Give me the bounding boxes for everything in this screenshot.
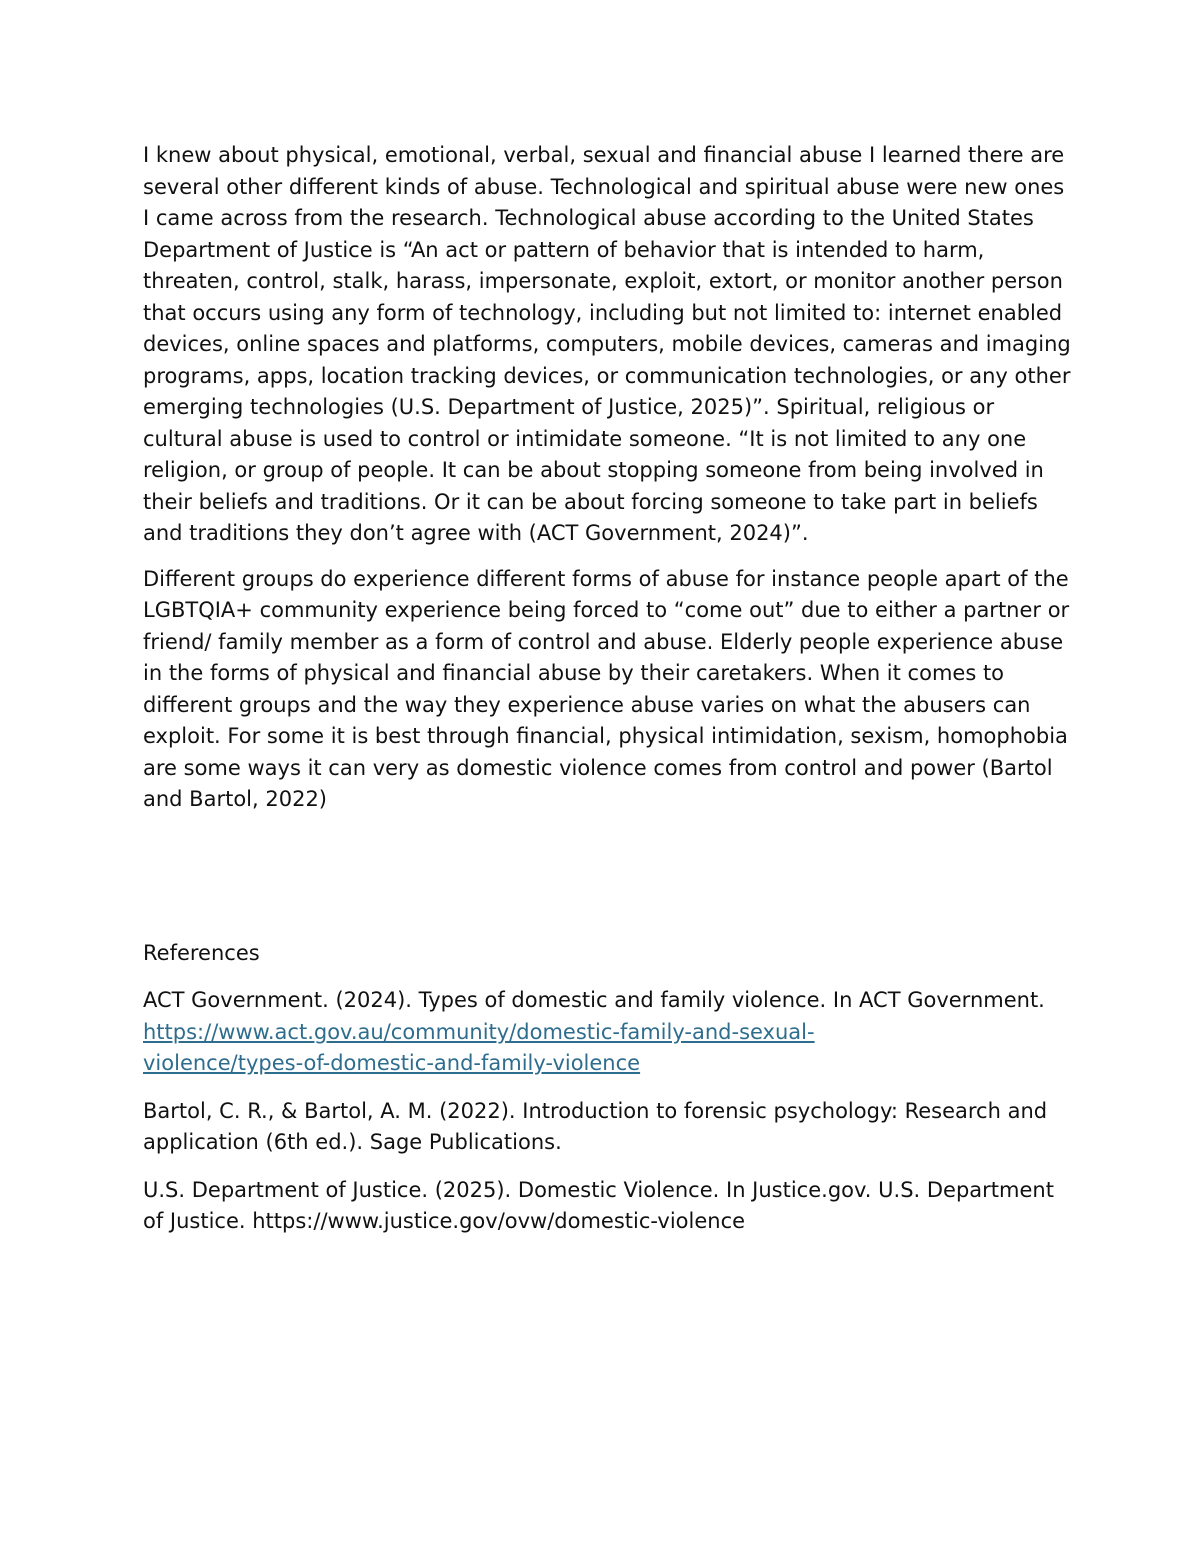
body-paragraph-2: Different groups do experience different forms of abuse for instance people apart of the LGBTQIA+ community experience being forced to “come out” due to either a partner or friend/ family member as a form of control and abuse. Elderly people experience abuse in the forms of physical and financial abuse by their caretakers. When it comes to different groups and the way they experience abuse varies on what the abusers can exploit. For some it is best through financial, physical intimidation, sexism, homophobia are some ways it can very as domestic violence comes from control and power (Bartol and Bartol, 2022)	[143, 566, 1070, 811]
body-paragraph-1: I knew about physical, emotional, verbal, sexual and financial abuse I learned there are several other different kinds of abuse. Technological and spiritual abuse were new ones I came across from the research. Technological abuse according to the United States Department of Justice is “An act or pattern of behavior that is intended to harm, threaten, control, stalk, harass, impersonate, exploit, extort, or monitor another person that occurs using any form of technology, including but not limited to: internet enabled devices, online spaces and platforms, computers, mobile devices, cameras and imaging programs, apps, location tracking devices, or communication technologies, or any other emerging technologies (U.S. Department of Justice, 2025)”. Spiritual, religious or cultural abuse is used to control or intimidate someone. “It is not limited to any one religion, or group of people. It can be about stopping someone from being involved in their beliefs and traditions. Or it can be about forcing someone to take part in beliefs and traditions they don’t agree with (ACT Government, 2024)”.	[143, 143, 1071, 545]
reference-entry-doj: U.S. Department of Justice. (2025). Domestic Violence. In Justice.gov. U.S. Department of Justice. https://www.justice.gov/ovw/domestic-violence	[143, 1177, 1054, 1233]
document-body	[143, 140, 1073, 1254]
reference-text: ACT Government. (2024). Types of domestic and family violence. In ACT Government.	[143, 988, 1045, 1012]
reference-link-part-1: https://www.act.gov.au/community/domestic-family-and-sexual-	[143, 1019, 815, 1044]
reference-link-act-gov[interactable]	[143, 1020, 815, 1076]
reference-link-part-2: violence/types-of-domestic-and-family-violence	[143, 1051, 641, 1075]
references-heading: References	[143, 940, 260, 965]
reference-entry-bartol: Bartol, C. R., & Bartol, A. M. (2022). Introduction to forensic psychology: Research and application (6th ed.). Sage Publications.	[143, 1098, 1048, 1154]
blank-space	[143, 830, 1073, 938]
reference-entry-act-government	[143, 985, 1073, 1080]
